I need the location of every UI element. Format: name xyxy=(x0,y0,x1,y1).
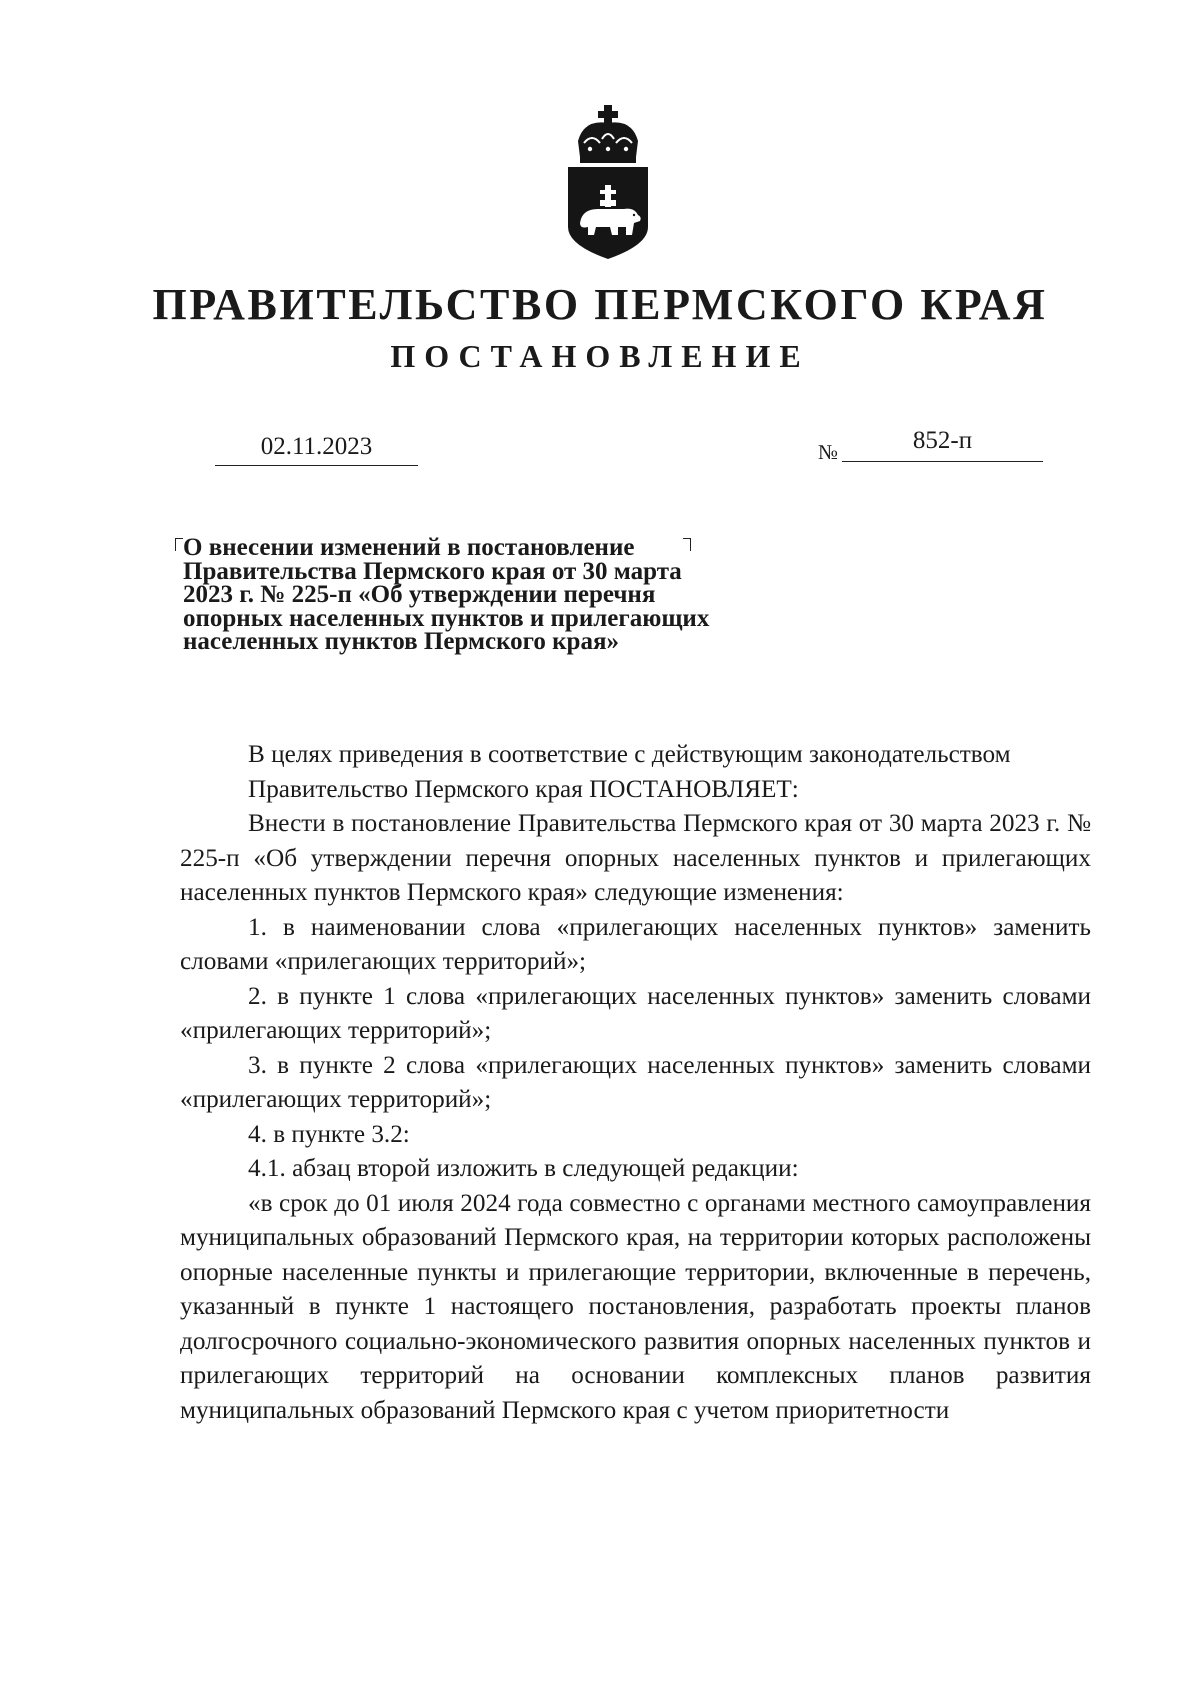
number-sign: № xyxy=(818,440,839,464)
subject-corner-left xyxy=(175,538,183,551)
organization-title: ПРАВИТЕЛЬСТВО ПЕРМСКОГО КРАЯ xyxy=(152,280,1048,329)
document-body xyxy=(180,738,1091,1428)
subject-corner-right xyxy=(683,538,691,551)
document-number xyxy=(818,426,1043,466)
body-paragraph: В целях приведения в соответствие с действующим законодательством xyxy=(248,741,1011,768)
body-paragraph: Правительство Пермского края ПОСТАНОВЛЯЕТ: xyxy=(248,775,799,803)
subject-line: 2023 г. № 225-п «Об утверждении перечня xyxy=(183,581,656,608)
body-paragraph: 2. в пункте 1 слова «прилегающих населенных пунктов» заменить словами «прилегающих территорий»; xyxy=(180,982,1091,1044)
body-paragraph: 4. в пункте 3.2: xyxy=(248,1120,410,1148)
document-date xyxy=(215,432,418,466)
body-paragraph: 1. в наименовании слова «прилегающих населенных пунктов» заменить словами «прилегающих территорий»; xyxy=(180,913,1091,975)
coat-of-arms-graphic xyxy=(562,105,654,260)
subject-line: Правительства Пермского края от 30 марта xyxy=(183,557,682,585)
subject-line: О внесении изменений в постановление xyxy=(183,534,635,561)
subject-line: населенных пунктов Пермского края» xyxy=(183,628,619,655)
body-paragraph: 3. в пункте 2 слова «прилегающих населенных пунктов» заменить словами «прилегающих территорий»; xyxy=(180,1051,1091,1113)
date-underline xyxy=(215,465,418,466)
subject-line: опорных населенных пунктов и прилегающих xyxy=(183,604,710,632)
date-value: 02.11.2023 xyxy=(260,433,373,460)
body-paragraph: Внести в постановление Правительства Пермского края от 30 марта 2023 г. № 225-п «Об утверждении перечня опорных населенных пунктов и прилегающих населенных пунктов Пермского края» следующие изменения: xyxy=(180,810,1091,906)
body-paragraph: 4.1. абзац второй изложить в следующей редакции: xyxy=(248,1155,799,1182)
document-type-title: ПОСТАНОВЛЕНИЕ xyxy=(390,338,810,374)
perm-krai-coat-of-arms-icon xyxy=(562,105,654,260)
number-value: 852-п xyxy=(912,427,973,454)
body-paragraph: «в срок до 01 июля 2024 года совместно с органами местного самоуправления муниципальных образований Пермского края, на территории которых расположены опорные населенные пункты и прилегающие территории, включенные в перечень, указанный в пункте 1 настоящего постановления, разработать проекты планов долгосрочного социально-экономического развития опорных населенных пунктов и прилегающих территорий на основании комплексных планов развития муниципальных образований Пермского края с учетом приоритетности xyxy=(180,1189,1091,1424)
number-underline xyxy=(842,427,1043,462)
document-subject xyxy=(183,536,803,654)
